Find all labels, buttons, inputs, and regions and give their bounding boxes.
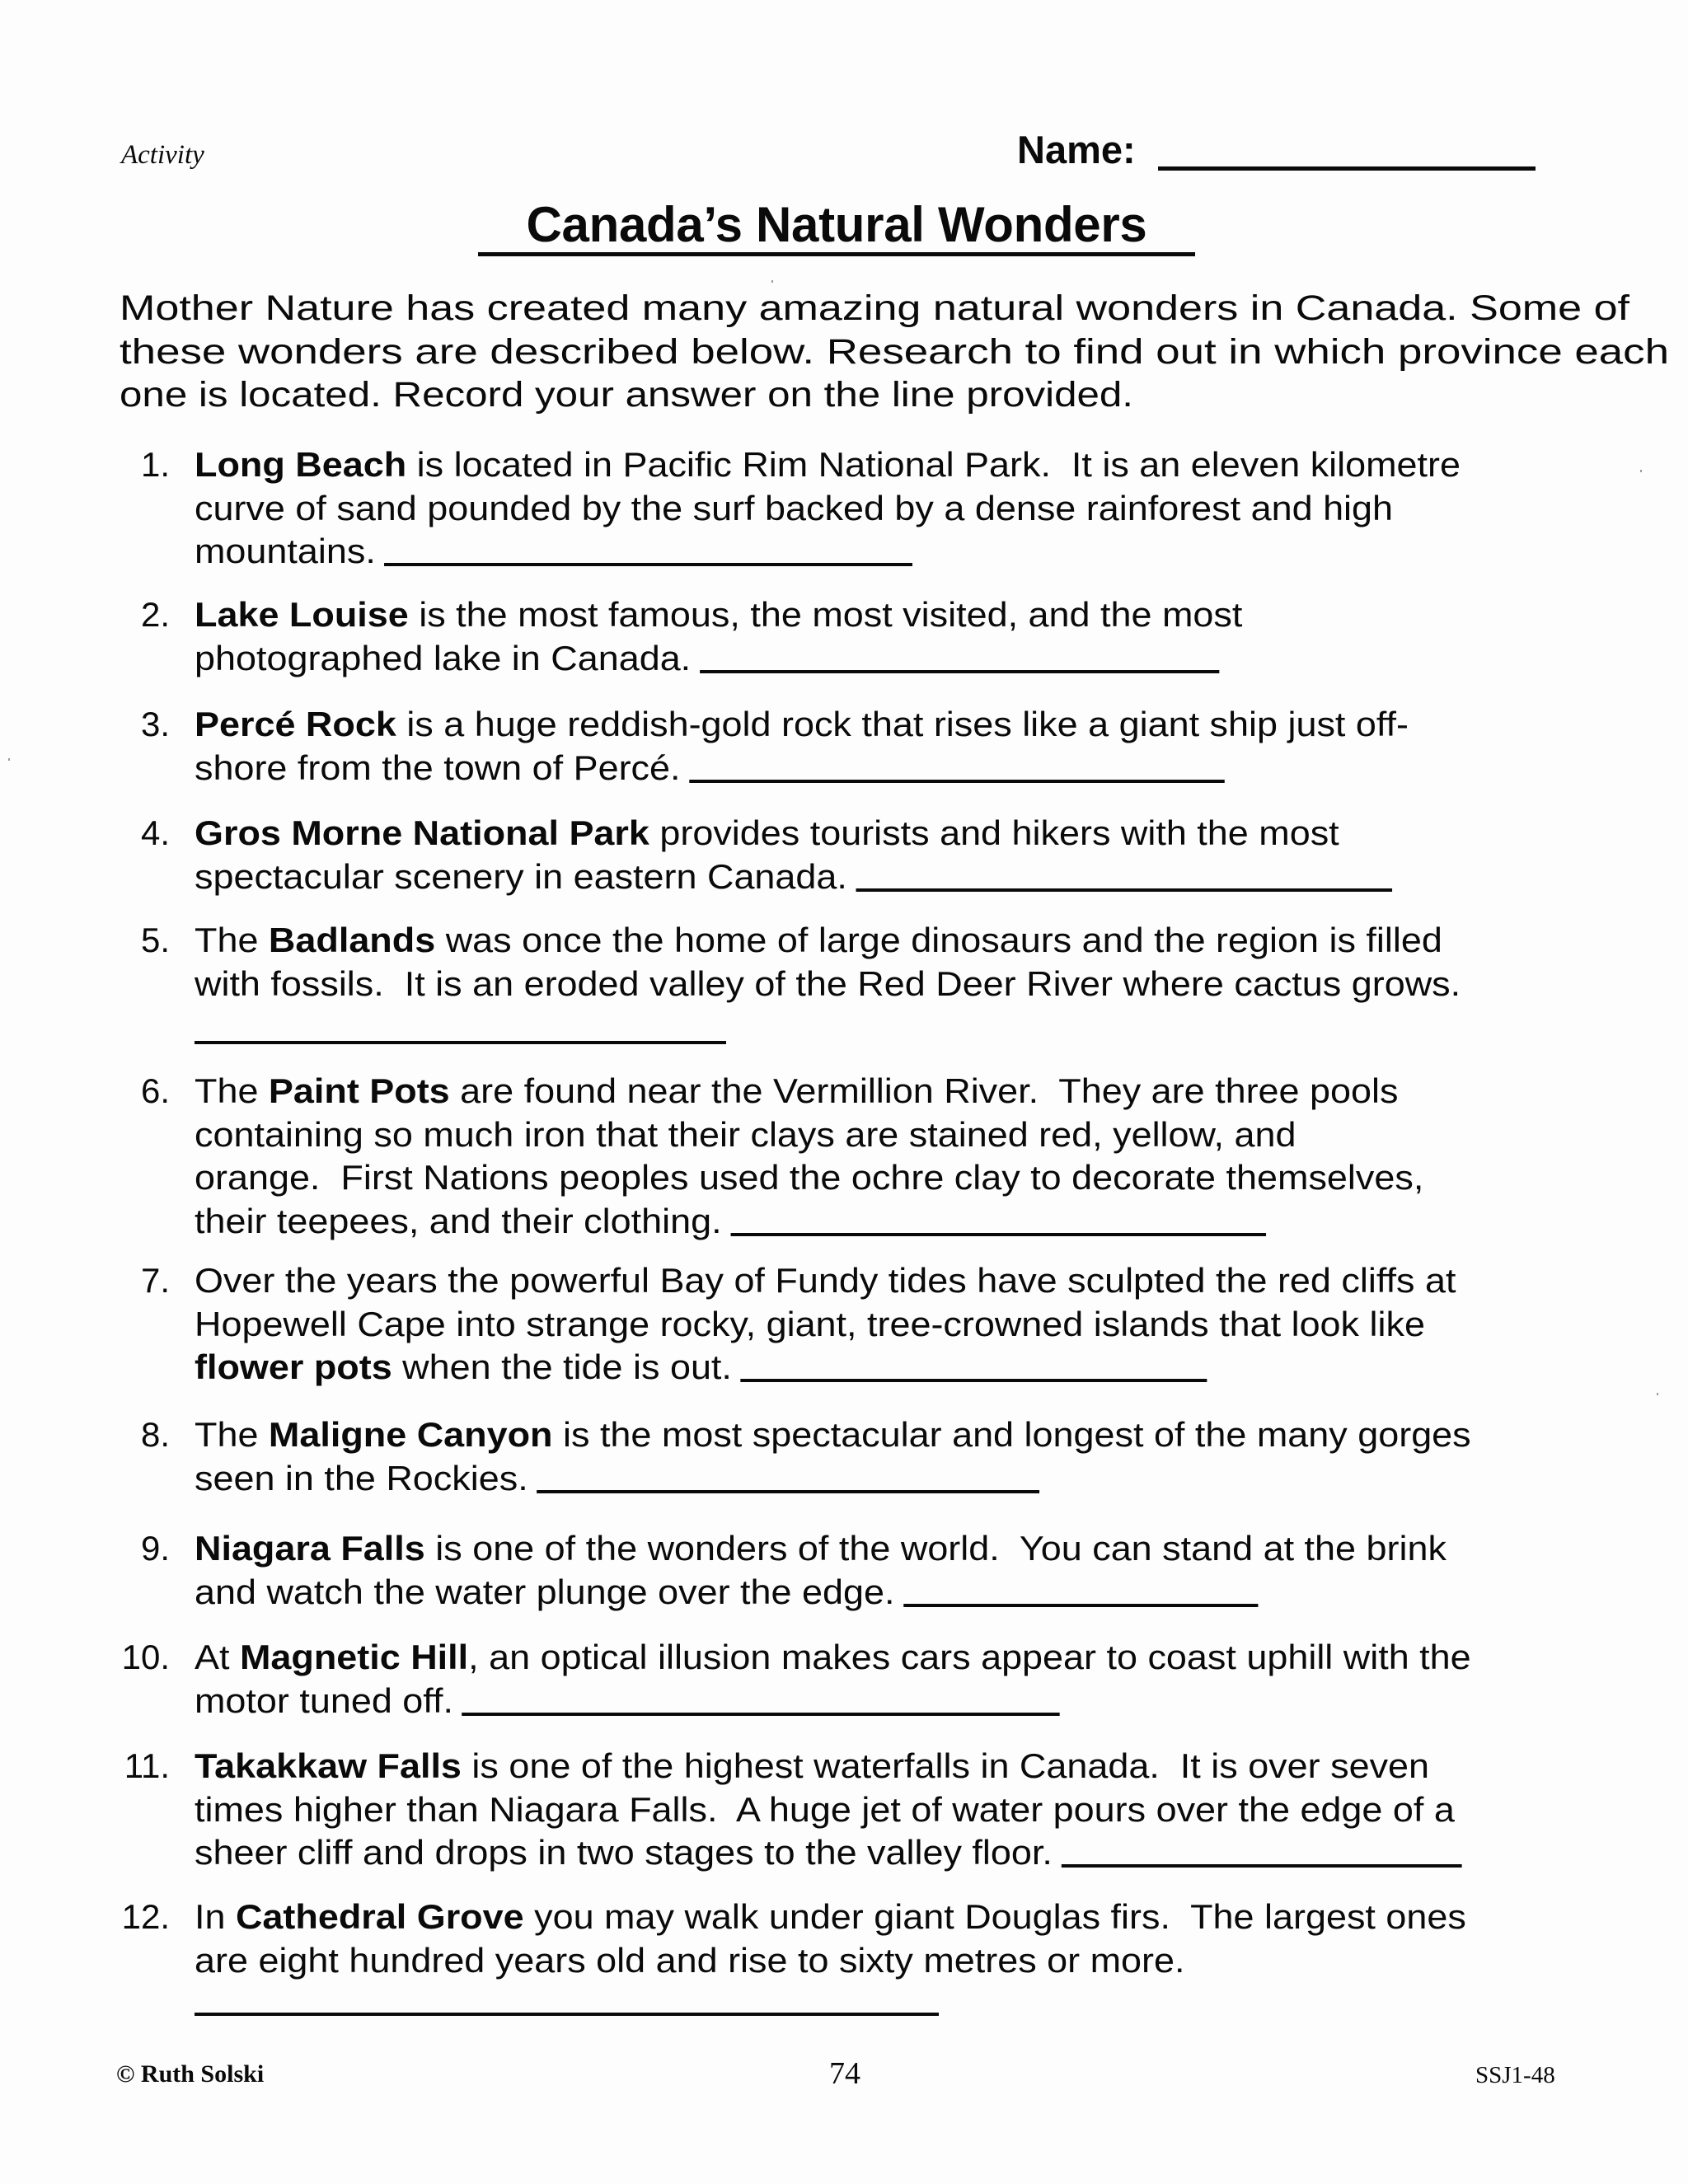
wonder-name: Magnetic Hill <box>239 1638 469 1676</box>
question-line <box>195 593 1242 637</box>
question-text-segment: you may walk under giant Douglas firs. The largest ones <box>523 1897 1466 1936</box>
answer-blank-line[interactable] <box>195 1041 726 1044</box>
question-line <box>195 1156 1423 1200</box>
question-text-segment: are eight hundred years old and rise to sixty metres or more. <box>195 1940 1185 1980</box>
question-line <box>195 812 1392 855</box>
question-text <box>195 1896 1466 1982</box>
wonder-name: Badlands <box>268 921 436 959</box>
question-text-segment: is one of the wonders of the world. You can stand at the brink <box>424 1529 1447 1568</box>
question-text <box>195 919 1461 1005</box>
answer-blank-line[interactable] <box>741 1377 1207 1382</box>
question-line <box>195 487 1461 531</box>
question-line <box>195 1831 1462 1875</box>
question-line <box>195 530 1461 574</box>
question-text <box>195 812 1392 898</box>
question-text-segment: mountains. <box>195 532 376 570</box>
question-text-segment: curve of sand pounded by the surf backed by a dense rainforest and high <box>195 488 1394 527</box>
answer-blank-line[interactable] <box>385 561 912 566</box>
question-text-segment: Hopewell Cape into strange rocky, giant, tree-crowned islands that look like <box>195 1304 1425 1343</box>
question-text-segment: , an optical illusion makes cars appear to coast uphill with the <box>468 1638 1471 1676</box>
question-text-segment: times higher than Niagara Falls. A huge jet of water pours over the edge of a <box>195 1789 1455 1829</box>
question-number: 4. <box>140 813 170 852</box>
question-number: 8. <box>140 1415 170 1454</box>
answer-blank-line[interactable] <box>700 668 1219 673</box>
page-title: Canada’s Natural Wonders <box>526 197 1147 252</box>
question-line <box>195 703 1409 747</box>
question-number: 6. <box>140 1071 170 1110</box>
wonder-name: Takakkaw Falls <box>195 1746 462 1785</box>
question-line <box>195 1788 1462 1832</box>
page-number: 74 <box>829 2056 860 2091</box>
question-line <box>195 637 1242 681</box>
question-text <box>195 1745 1462 1875</box>
question-text-segment: is a huge reddish-gold rock that rises like a giant ship just off- <box>396 705 1409 743</box>
question-text-segment: with fossils. It is an eroded valley of the Red Deer River where cactus grows. <box>195 963 1461 1003</box>
question-line <box>195 1571 1447 1615</box>
question-text-segment: are found near the Vermillion River. They are three pools <box>449 1071 1399 1110</box>
question-text <box>195 1259 1456 1390</box>
question-text-segment: containing so much iron that their clays are stained red, yellow, and <box>195 1114 1296 1154</box>
question-line <box>195 1259 1456 1303</box>
question-text-segment: sheer cliff and drops in two stages to the valley floor. <box>195 1833 1053 1872</box>
question-text-segment: orange. First Nations peoples used the ochre clay to decorate themselves, <box>195 1158 1424 1197</box>
question-line <box>195 1527 1447 1571</box>
intro-line: one is located. Record your answer on the line provided. <box>120 375 1133 415</box>
question-number: 2. <box>140 595 170 634</box>
question-text-segment: seen in the Rockies. <box>195 1458 528 1497</box>
question-line <box>195 963 1461 1006</box>
intro-line: these wonders are described below. Research to find out in which province each <box>120 331 1670 372</box>
answer-blank-line[interactable] <box>537 1488 1039 1493</box>
question-text-segment: is one of the highest waterfalls in Canada. It is over seven <box>461 1746 1430 1785</box>
question-line <box>195 1745 1462 1788</box>
wonder-name: Paint Pots <box>268 1071 450 1110</box>
question-line <box>195 855 1392 899</box>
wonder-name: Niagara Falls <box>195 1529 425 1568</box>
question-text-segment: The <box>195 921 269 959</box>
question-text-segment: The <box>195 1415 269 1454</box>
question-text-segment: spectacular scenery in eastern Canada. <box>195 856 847 896</box>
question-text-segment: motor tuned off. <box>195 1680 453 1720</box>
title-underline <box>478 252 1195 256</box>
question-line <box>195 1303 1456 1347</box>
question-line <box>195 1413 1471 1457</box>
footer-code: SSJ1-48 <box>1475 2062 1555 2088</box>
question-line <box>195 1346 1456 1390</box>
answer-blank-line[interactable] <box>462 1711 1060 1716</box>
answer-blank-line[interactable] <box>195 2013 939 2016</box>
scan-speck <box>8 758 10 761</box>
question-line <box>195 1457 1471 1501</box>
answer-blank-line[interactable] <box>856 887 1392 892</box>
question-number: 1. <box>140 445 170 484</box>
wonder-name: Lake Louise <box>195 595 409 634</box>
name-label: Name: <box>1017 128 1136 171</box>
question-text <box>195 703 1409 790</box>
question-text <box>195 1636 1471 1722</box>
question-text-segment: when the tide is out. <box>392 1347 732 1386</box>
answer-blank-line[interactable] <box>1062 1863 1462 1868</box>
question-text-segment: is located in Pacific Rim National Park. It is an eleven kilometre <box>406 445 1461 484</box>
question-text-segment: their teepees, and their clothing. <box>195 1201 722 1240</box>
question-line <box>195 1070 1423 1113</box>
question-text <box>195 1413 1471 1500</box>
question-number: 9. <box>140 1529 170 1568</box>
question-text-segment: At <box>195 1638 240 1676</box>
question-text <box>195 1527 1447 1614</box>
question-text <box>195 443 1461 574</box>
intro-paragraph <box>120 287 1670 417</box>
scan-speck <box>771 280 773 283</box>
question-text-segment: Over the years the powerful Bay of Fundy tides have sculpted the red cliffs at <box>195 1261 1456 1300</box>
question-number: 3. <box>140 705 170 743</box>
question-line <box>195 1636 1471 1680</box>
scan-speck <box>1657 1393 1658 1395</box>
footer-copyright: © Ruth Solski <box>116 2060 265 2088</box>
question-line <box>195 747 1409 790</box>
question-number: 7. <box>140 1261 170 1300</box>
question-text-segment: In <box>195 1897 236 1936</box>
question-line <box>195 1896 1466 1939</box>
question-text-segment: shore from the town of Percé. <box>195 748 681 787</box>
question-line <box>195 919 1461 963</box>
question-line <box>195 443 1461 487</box>
wonder-name: Cathedral Grove <box>235 1897 524 1936</box>
scan-speck <box>1640 470 1642 472</box>
question-text-segment: provides tourists and hikers with the most <box>649 813 1339 852</box>
question-text-segment: is the most famous, the most visited, and the most <box>408 595 1243 634</box>
wonder-name: flower pots <box>195 1347 392 1386</box>
wonder-name: Maligne Canyon <box>268 1415 553 1454</box>
wonder-name: Percé Rock <box>195 705 396 743</box>
question-text-segment: was once the home of large dinosaurs and the region is filled <box>435 921 1442 959</box>
question-text-segment: The <box>195 1071 269 1110</box>
question-number: 5. <box>140 921 170 959</box>
question-text-segment: and watch the water plunge over the edge. <box>195 1572 895 1611</box>
answer-blank-line[interactable] <box>903 1602 1258 1607</box>
question-text <box>195 593 1242 680</box>
wonder-name: Long Beach <box>195 445 407 484</box>
question-text-segment: photographed lake in Canada. <box>195 638 692 677</box>
question-number: 11. <box>124 1746 170 1785</box>
wonder-name: Gros Morne National Park <box>195 813 649 852</box>
question-line <box>195 1680 1471 1723</box>
answer-blank-line[interactable] <box>689 778 1225 783</box>
name-answer-line[interactable] <box>1158 166 1536 171</box>
intro-line: Mother Nature has created many amazing natural wonders in Canada. Some of <box>120 288 1629 328</box>
question-number: 12. <box>121 1897 170 1936</box>
question-text <box>195 1070 1423 1243</box>
question-line <box>195 1113 1423 1157</box>
question-line <box>195 1200 1423 1244</box>
question-number: 10. <box>121 1638 170 1676</box>
question-line <box>195 1939 1466 1983</box>
answer-blank-line[interactable] <box>730 1231 1266 1236</box>
question-text-segment: is the most spectacular and longest of the many gorges <box>552 1415 1471 1454</box>
activity-label: Activity <box>121 140 204 170</box>
